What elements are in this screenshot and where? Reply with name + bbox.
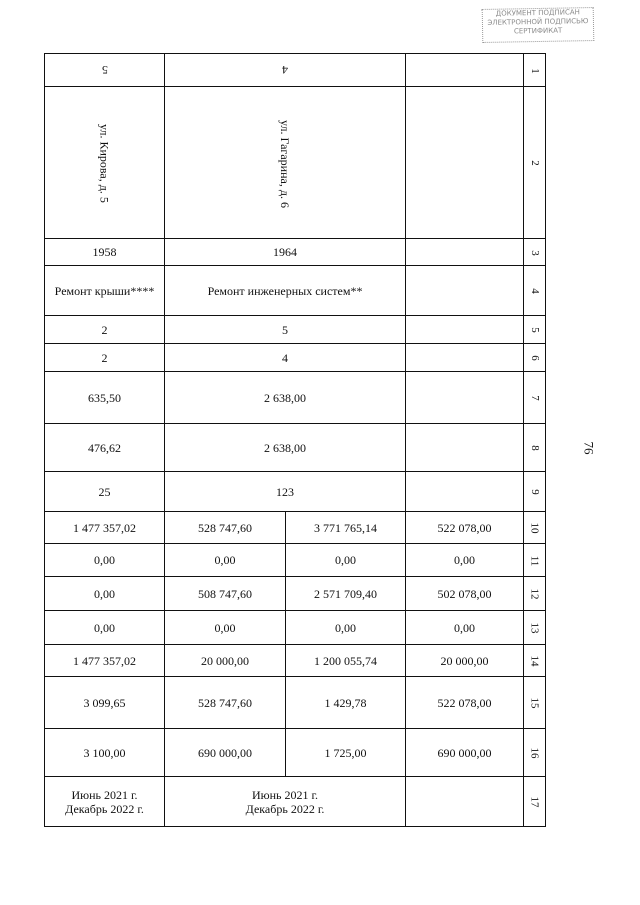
row-number: 8: [524, 424, 546, 472]
period-start: Июнь 2021 г.: [71, 787, 138, 802]
table-row: [45, 266, 546, 316]
amount-cell: 1 429,78: [286, 677, 406, 729]
table-row: [45, 577, 546, 611]
row-number: 5: [524, 316, 546, 344]
amount-cell: 508 747,60: [165, 577, 286, 611]
row-number: 14: [524, 645, 546, 677]
empty-cell: [406, 54, 524, 87]
row-number: 4: [524, 266, 546, 316]
stamp-line-2: ЭЛЕКТРОННОЙ ПОДПИСЬЮ: [487, 17, 589, 27]
column-header-a: 5: [45, 54, 165, 87]
amount-cell: 3 771 765,14: [286, 512, 406, 544]
row-number: 10: [524, 512, 546, 544]
table-row: [45, 677, 546, 729]
table-row: [45, 87, 546, 239]
work-type-cell-a: Ремонт крыши****: [45, 266, 165, 316]
amount-cell: 3 099,65: [45, 677, 165, 729]
period-cell-a: [45, 777, 165, 827]
table-row: [45, 512, 546, 544]
amount-cell: 2 571 709,40: [286, 577, 406, 611]
empty-cell: [406, 239, 524, 266]
amount-cell: 20 000,00: [165, 645, 286, 677]
table-row: [45, 239, 546, 266]
stamp-line-3: СЕРТИФИКАТ: [513, 26, 563, 36]
amount-cell: 1 200 055,74: [286, 645, 406, 677]
amount-cell: 0,00: [406, 544, 524, 577]
period-cell-b: [165, 777, 406, 827]
row-number: 13: [524, 611, 546, 645]
amount-cell: 3 100,00: [45, 729, 165, 777]
row-number: 2: [524, 87, 546, 239]
empty-cell: [406, 777, 524, 827]
empty-cell: [406, 424, 524, 472]
amount-cell: 0,00: [286, 544, 406, 577]
address-cell-a: ул. Кирова, д. 5: [45, 87, 165, 239]
column-header-b: 4: [165, 54, 406, 87]
row-number: 15: [524, 677, 546, 729]
table-row: [45, 54, 546, 87]
row-number: 11: [524, 544, 546, 577]
amount-cell: 0,00: [286, 611, 406, 645]
amount-cell: 690 000,00: [406, 729, 524, 777]
amount-cell: 690 000,00: [165, 729, 286, 777]
signature-stamp: [482, 7, 595, 43]
table-cell: 123: [165, 472, 406, 512]
period-end: Декабрь 2022 г.: [65, 801, 144, 816]
stamp-line-1: ДОКУМЕНТ ПОДПИСАН: [495, 8, 580, 18]
amount-cell: 502 078,00: [406, 577, 524, 611]
empty-cell: [406, 266, 524, 316]
amount-cell: 0,00: [406, 611, 524, 645]
work-type-cell-b: Ремонт инженерных систем**: [165, 266, 406, 316]
table-cell: 635,50: [45, 372, 165, 424]
table-cell: 2 638,00: [165, 424, 406, 472]
table-row: [45, 344, 546, 372]
amount-cell: 528 747,60: [165, 512, 286, 544]
address-cell-b: ул. Гагарина, д. 6: [165, 87, 406, 239]
empty-cell: [406, 372, 524, 424]
table-cell: 476,62: [45, 424, 165, 472]
row-number: 7: [524, 372, 546, 424]
amount-cell: 0,00: [45, 577, 165, 611]
table-cell: 2: [45, 316, 165, 344]
table-row: [45, 611, 546, 645]
amount-cell: 1 477 357,02: [45, 512, 165, 544]
amount-cell: 20 000,00: [406, 645, 524, 677]
amount-cell: 1 725,00: [286, 729, 406, 777]
amount-cell: 522 078,00: [406, 512, 524, 544]
row-number: 6: [524, 344, 546, 372]
page-number: 76: [581, 441, 597, 455]
table-row: [45, 316, 546, 344]
empty-cell: [406, 344, 524, 372]
amount-cell: 0,00: [45, 544, 165, 577]
table-cell: 25: [45, 472, 165, 512]
table-cell: 2 638,00: [165, 372, 406, 424]
amount-cell: 1 477 357,02: [45, 645, 165, 677]
row-number: 9: [524, 472, 546, 512]
table-row: [45, 645, 546, 677]
table-cell: 4: [165, 344, 406, 372]
table-row: [45, 729, 546, 777]
empty-cell: [406, 472, 524, 512]
amount-cell: 522 078,00: [406, 677, 524, 729]
table-row: [45, 424, 546, 472]
row-number: 17: [524, 777, 546, 827]
table-row: [45, 544, 546, 577]
period-end: Декабрь 2022 г.: [245, 801, 325, 816]
row-number: 1: [524, 54, 546, 87]
year-cell-b: 1964: [165, 239, 406, 266]
row-number: 12: [524, 577, 546, 611]
amount-cell: 0,00: [165, 544, 286, 577]
empty-cell: [406, 87, 524, 239]
table-row: [45, 777, 546, 827]
year-cell-a: 1958: [45, 239, 165, 266]
table-row: [45, 472, 546, 512]
table-cell: 5: [165, 316, 406, 344]
period-start: Июнь 2021 г.: [251, 787, 319, 802]
row-number: 3: [524, 239, 546, 266]
row-number: 16: [524, 729, 546, 777]
register-table: [44, 53, 546, 827]
amount-cell: 0,00: [45, 611, 165, 645]
amount-cell: 0,00: [165, 611, 286, 645]
amount-cell: 528 747,60: [165, 677, 286, 729]
empty-cell: [406, 316, 524, 344]
table-row: [45, 372, 546, 424]
table-cell: 2: [45, 344, 165, 372]
